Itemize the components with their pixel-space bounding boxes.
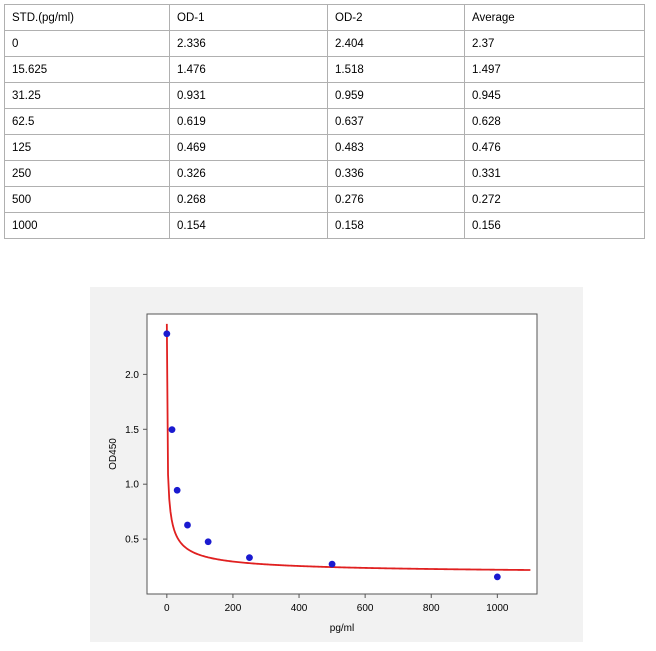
standard-curve-table	[4, 4, 645, 239]
x-tick-label: 800	[422, 603, 440, 614]
table-header-row	[5, 5, 645, 31]
chart-canvas	[90, 287, 583, 642]
x-axis-label: pg/ml	[329, 623, 355, 634]
table-cell: 0.476	[465, 135, 645, 161]
table-cell: 500	[5, 187, 170, 213]
table-cell: 0.336	[328, 161, 465, 187]
table-cell: 1.497	[465, 57, 645, 83]
data-point	[184, 522, 191, 529]
x-tick-label: 1000	[486, 603, 509, 614]
plot-area	[147, 314, 537, 594]
y-tick-label: 1.0	[125, 479, 139, 491]
data-point	[329, 561, 336, 568]
table-cell: 0.331	[465, 161, 645, 187]
data-point	[205, 538, 212, 545]
data-point	[174, 487, 181, 494]
table-cell: 0.158	[328, 213, 465, 239]
table-cell: 2.37	[465, 31, 645, 57]
data-point	[169, 426, 176, 433]
table-row	[5, 109, 645, 135]
table-cell: 0.276	[328, 187, 465, 213]
table-header-cell: OD-2	[328, 5, 465, 31]
table-row	[5, 213, 645, 239]
x-tick-label: 600	[356, 603, 374, 614]
y-tick-label: 0.5	[125, 534, 139, 546]
table-cell: 1.518	[328, 57, 465, 83]
table-cell: 2.404	[328, 31, 465, 57]
table-cell: 31.25	[5, 83, 170, 109]
table-cell: 15.625	[5, 57, 170, 83]
table-cell: 0.154	[170, 213, 328, 239]
table-row	[5, 57, 645, 83]
table-cell: 0.156	[465, 213, 645, 239]
data-point	[163, 330, 170, 337]
table-cell: 250	[5, 161, 170, 187]
table-header-cell: OD-1	[170, 5, 328, 31]
y-axis-label: OD450	[108, 438, 119, 470]
table-cell: 0	[5, 31, 170, 57]
table-cell: 0.637	[328, 109, 465, 135]
table-cell: 0.945	[465, 83, 645, 109]
y-tick-label: 2.0	[125, 369, 139, 381]
table-cell: 62.5	[5, 109, 170, 135]
table-cell: 0.483	[328, 135, 465, 161]
table-cell: 0.272	[465, 187, 645, 213]
table-header-cell: Average	[465, 5, 645, 31]
data-point	[494, 573, 501, 580]
table-cell: 1.476	[170, 57, 328, 83]
table-cell: 1000	[5, 213, 170, 239]
x-tick-label: 400	[290, 603, 308, 614]
table-row	[5, 31, 645, 57]
table-cell: 0.268	[170, 187, 328, 213]
table-row	[5, 187, 645, 213]
table-cell: 2.336	[170, 31, 328, 57]
x-tick-label: 200	[224, 603, 242, 614]
table-row	[5, 161, 645, 187]
table-cell: 125	[5, 135, 170, 161]
y-tick-label: 1.5	[125, 424, 139, 436]
table-cell: 0.959	[328, 83, 465, 109]
table-row	[5, 83, 645, 109]
table-cell: 0.931	[170, 83, 328, 109]
table-cell: 0.326	[170, 161, 328, 187]
table-row	[5, 135, 645, 161]
table-cell: 0.628	[465, 109, 645, 135]
x-tick-label: 0	[164, 603, 170, 614]
standard-curve-chart	[90, 287, 583, 642]
table-cell: 0.469	[170, 135, 328, 161]
table-header-cell: STD.(pg/ml)	[5, 5, 170, 31]
table-cell: 0.619	[170, 109, 328, 135]
data-point	[246, 554, 253, 561]
